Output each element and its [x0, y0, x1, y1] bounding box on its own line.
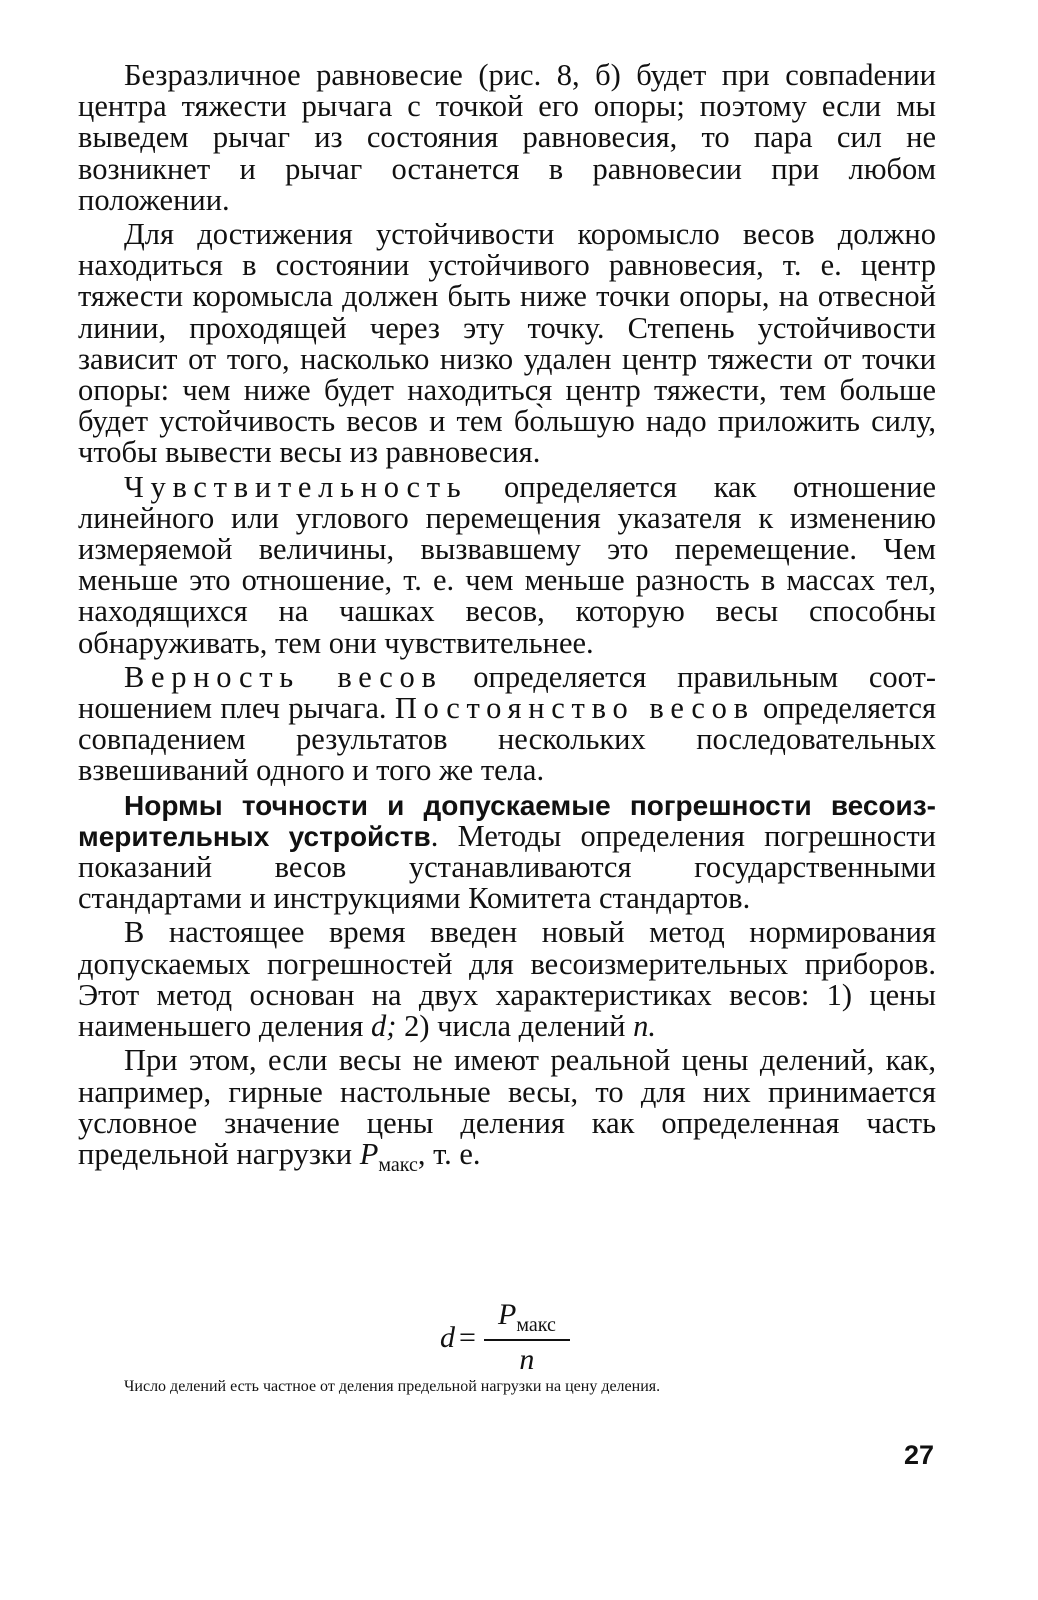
term-constancy: Постоянство весов — [394, 691, 755, 726]
paragraph-new-method: В настоящее время введен новый метод нормирования допускаемых погрешностей для весоизмерительных приборов. Этот метод основан на двух характеристиках весов: 1) цены наименьшего деления d; 2) числа делений n. — [78, 915, 936, 1044]
formula-lhs: d — [440, 1320, 455, 1354]
paragraph-norms: Нормы точности и допускаемые погрешности весоизмерительных устройств. Методы определения погрешности показаний весов устанавливаются государственными стандартами и инструкциями Комитета стандартов. — [78, 789, 936, 916]
formula-equals: = — [459, 1320, 476, 1354]
symbol-p: P — [359, 1136, 379, 1171]
paragraph-sensitivity: Чувствительность определяется как отношение линейного или углового перемещения указателя к изменению измеряемой величины, вызвавшему это перемещение. Чем меньше это отношение, т. е. чем меньше разность в массах тел, находящихся на чашках весов, которую весы способны обнаруживать, тем они чувствительнее. — [78, 469, 936, 660]
paragraph-conditional-value: При этом, если весы не имеют реальной цены делений, как, например, гирные настольные весы, то для них принимается условное значение цены деления как определенная часть предельной нагрузки $P_{макс}$, т. е. — [78, 1043, 936, 1176]
formula-fraction — [484, 1298, 570, 1377]
section-heading: Нормы точности и допускаемые погрешности весоизмерительных устройств — [78, 789, 936, 852]
formula-division-value — [440, 1298, 570, 1377]
paragraph-indifferent-equilibrium: Безразличное равновесие (рис. 8, б) будет при совпаdении центра тяжести рычага с точкой его опоры; поэтому если мы выведем рычаг из состояния равновесия, то пара сил не возникнет и рычаг останется в равновесии при любом положении. — [78, 58, 936, 217]
symbol-n: n. — [633, 1009, 656, 1044]
body-text-after-formula — [78, 1378, 936, 1399]
body-text — [78, 60, 936, 1184]
term-sensitivity: Чувствительность — [124, 469, 468, 504]
paragraph-accuracy: Верность весов определяется правильным соотношением плеч рычага. Постоянство весов определяется совпадением результатов нескольких последовательных взвешиваний одного и того же тела. — [78, 659, 937, 788]
paragraph-stability: Для достижения устойчивости коромысло весов должно находиться в состоянии устойчивого равновесия, т. е. центр тяжести коромысла должен быть ниже точки опоры, на отвесной линии, проходящей через эту точку. Степень устойчивости зависит от того, насколько низко удален центр тяжести от точки опоры: чем ниже будет находиться центр тяжести, тем больше будет устойчивость весов и тем бо̀льшую надо приложить силу, чтобы вывести весы из равновесия. — [78, 217, 936, 470]
formula-numerator: $P_{макс}$ — [498, 1298, 556, 1336]
paragraph-number-of-divisions: Число делений есть частное от деления предельной нагрузки на цену деления. — [124, 1378, 661, 1395]
formula-denominator: n — [519, 1343, 535, 1376]
term-accuracy: Верность весов — [124, 659, 443, 694]
symbol-p-subscript: макс — [378, 1154, 418, 1176]
page-number: 27 — [903, 1440, 934, 1470]
symbol-d: d; — [371, 1009, 397, 1044]
